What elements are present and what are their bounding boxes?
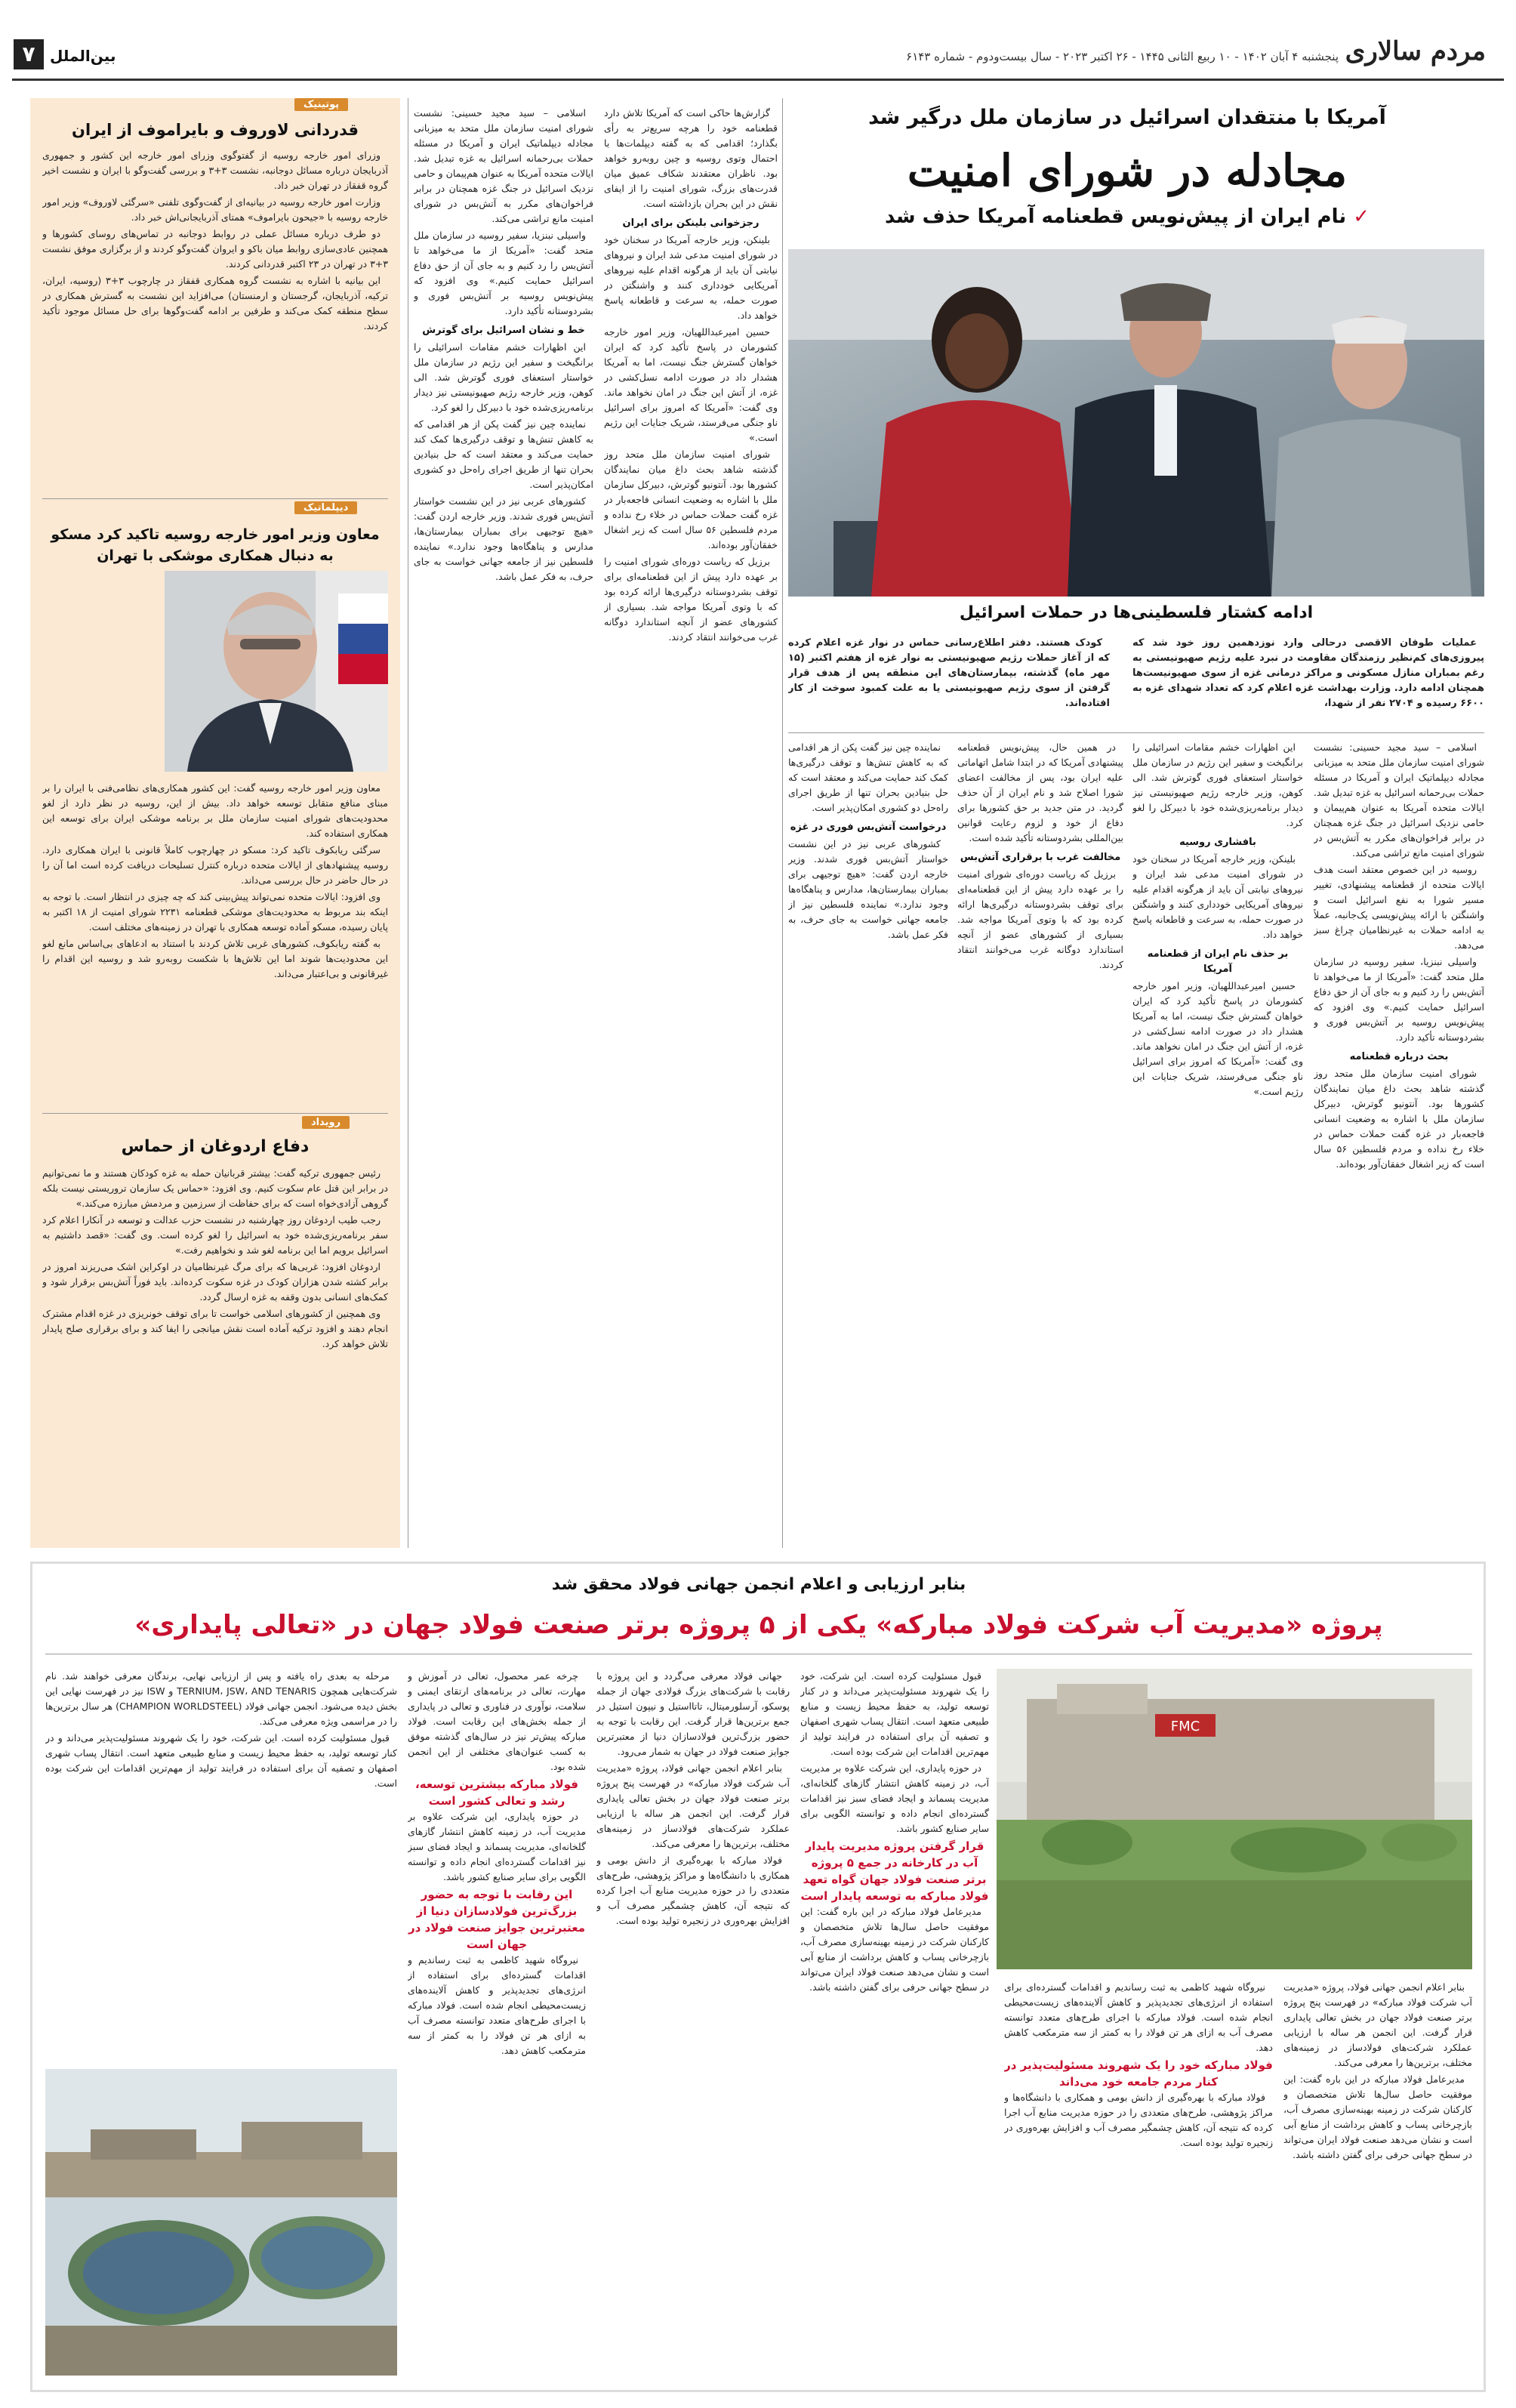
water-treatment-photo xyxy=(45,2069,397,2376)
lead-body-paragraph: برزیل که ریاست دوره‌ای شورای امنیت را بر عهده دارد پیش از این قطعنامه‌ای برای توقف بشردوستانه درگیری‌ها ارائه کرده بود که با وتوی آمریکا مواجه شد. بسیاری از کشورهای عضو از آنچه استاندارد دوگانه غرب می‌خوانند انتقاد کردند. xyxy=(604,556,778,643)
lead-body-col-3 xyxy=(957,740,1123,1548)
lead-body-paragraph: واسیلی نبنزیا، سفیر روسیه در سازمان ملل متحد گفت: «آمریکا از ما می‌خواهد تا آتش‌بس را رد کنیم و به جای آن از حق دفاع اسرائیل حمایت کنیم.» وی افزود که پیش‌نویس روسیه بر آتش‌بس فوری و بشردوستانه تأکید دارد. xyxy=(1314,956,1484,1043)
column-rule xyxy=(782,98,783,1548)
lead-body-paragraph: شورای امنیت سازمان ملل متحد روز گذشته شاهد بحث داغ میان نمایندگان کشورها بود. آنتونیو گوترش، دبیرکل سازمان ملل با اشاره به وضعیت انسانی فاجعه‌بار در غزه گفت حملات حماس در خلاء رخ نداده و مردم فلسطین ۵۶ سال است که زیر اشغال خفقان‌آور بوده‌اند. xyxy=(1314,1068,1484,1170)
ad-paragraph: بنابر اعلام انجمن جهانی فولاد، پروژه «مدیریت آب شرکت فولاد مبارکه» در فهرست پنج پروژه برتر صنعت فولاد جهان در بخش تعالی پایداری قرار گرفت. این انجمن هر ساله با ارزیابی عملکرد شرکت‌های فولادساز در زمینه‌های مختلف، برترین‌ها را معرفی می‌کند. xyxy=(596,1762,790,1849)
sidebar-story1-body xyxy=(42,148,388,503)
ad-col-2 xyxy=(1004,1980,1273,2376)
lead-body-paragraph: شورای امنیت سازمان ملل متحد روز گذشته شاهد بحث داغ میان نمایندگان کشورها بود. آنتونیو گوترش، دبیرکل سازمان ملل با اشاره به وضعیت انسانی فاجعه‌بار در غزه گفت حملات حماس در خلاء رخ نداده و مردم فلسطین ۵۶ سال است که زیر اشغال خفقان‌آور بوده‌اند. xyxy=(604,449,778,550)
newspaper-logo[interactable]: مردم سالاری xyxy=(1345,36,1486,66)
sidebar-story2-title[interactable]: معاون وزیر امور خارجه روسیه تاکید کرد مسکو به دنبال همکاری موشکی با تهران xyxy=(51,526,380,564)
lead-body-paragraph: این اظهارات خشم مقامات اسرائیلی را برانگیخت و سفیر این رژیم در سازمان ملل خواستار استعفای فوری گوترش شد. الی کوهن، وزیر خارجه رژیم صهیونیستی نیز دیدار برنامه‌ریزی‌شده خود با دبیرکل را لغو کرد. xyxy=(1132,742,1303,828)
lead-subheading: بحث درباره قطعنامه xyxy=(1349,1051,1449,1062)
lead-body-paragraph: بلینکن، وزیر خارجه آمریکا در سخنان خود در شورای امنیت مدعی شد ایران و نیروهای نیابتی آن باید از هرگونه اقدام علیه نیروهای آمریکایی خودداری کنند و واشنگتن در صورت حمله، به سرعت و قاطعانه پاسخ خواهد داد. xyxy=(1132,853,1303,940)
sidebar-story2-photo[interactable] xyxy=(165,571,388,772)
ad-paragraph: در حوزه پایداری، این شرکت علاوه بر مدیریت آب، در زمینه کاهش انتشار گازهای گلخانه‌ای، مدیریت پسماند و ایجاد فضای سبز نیز اقدامات گسترده‌ای انجام داده و توانسته الگویی برای سایر صنایع کشور باشد. xyxy=(800,1762,989,1834)
lead-subheading: درخواست آتش‌بس فوری در غزه xyxy=(790,822,947,833)
ad-paragraph: چرخه عمر محصول، تعالی در آموزش و مهارت، تعالی در برنامه‌های ارتقای ایمنی و سلامت، نوآوری در فناوری و تعالی در پایداری از جمله بخش‌های این رقابت است. فولاد مبارکه پیش‌تر نیز در سال‌های گذشته موفق به کسب عنوان‌های مختلفی از این انجمن شده بود. xyxy=(408,1670,586,1772)
lead-intro-left xyxy=(788,636,1110,726)
section-name: بین‌الملل xyxy=(50,47,116,65)
sidebar-paragraph: دو طرف درباره مسائل عملی در روابط دوجانبه در تماس‌های روسای کشورها و همچنین عادی‌سازی روابط میان باکو و ایروان گفت‌وگو کردند و از برگزاری موفق نشست ۳+۳ در تهران در ۲۳ اکتبر قدردانی کردند. xyxy=(42,228,388,270)
lead-intro-rule xyxy=(788,732,1484,733)
sidebar-paragraph: وی افزود: ایالات متحده نمی‌تواند پیش‌بینی کند که چه چیزی در انتظار است. با توجه به اینکه بند مربوط به محدودیت‌های موشکی قطعنامه ۲۲۳۱ شورای امنیت از ۱۸ اکتبر به پایان رسیده، مسکو آماده توسعه همکاری با تهران در زمینه‌های مختلف است. xyxy=(42,891,388,933)
lead-kicker: آمریکا با منتقدان اسرائیل در سازمان ملل درگیر شد xyxy=(868,106,1386,129)
sidebar-story1-title[interactable]: قدردانی لاوروف و بایراموف از ایران xyxy=(72,121,359,139)
lead-subheading: بر حذف نام ایران از قطعنامه آمریکا xyxy=(1147,948,1289,975)
checkmark-icon: ✓ xyxy=(1353,205,1370,228)
lead-subhead xyxy=(784,205,1471,228)
sidebar-story3-title[interactable]: دفاع اردوغان از حماس xyxy=(121,1137,310,1156)
lead-subhead-text: نام ایران از پیش‌نویس قطعنامه آمریکا حذف شد xyxy=(885,205,1347,228)
lead-body-paragraph: گزارش‌ها حاکی است که آمریکا تلاش دارد قطعنامه خود را هرچه سریع‌تر به رأی بگذارد؛ اقدامی که به گفته دیپلمات‌ها با احتمال وتوی روسیه و چین روبه‌رو خواهد بود. ناظران معتقدند شکاف عمیق میان قدرت‌های بزرگ، شورای امنیت را از ایفای نقش در این بحران بازداشته است. xyxy=(604,107,778,209)
lead-subheading: خط و نشان اسرائیل برای گوترش xyxy=(422,325,585,336)
masthead-rule xyxy=(12,79,1504,81)
lead-body-paragraph: کشورهای عربی نیز در این نشست خواستار آتش‌بس فوری شدند. وزیر خارجه اردن گفت: «هیچ توجیهی برای بمباران بیمارستان‌ها، مدارس و پناهگاه‌ها وجود ندارد.» نماینده فلسطین نیز از جامعه جهانی خواست به جای حرف، به فکر عمل باشد. xyxy=(788,838,948,940)
masthead xyxy=(0,0,1516,72)
ad-callout: این رقابت با توجه به حضور بزرگ‌ترین فولادسازان دنیا از معتبرترین جوایز صنعت فولاد در جهان است xyxy=(408,1888,586,1951)
lead-body-paragraph: نماینده چین نیز گفت پکن از هر اقدامی که به کاهش تنش‌ها و توقف درگیری‌ها کمک کند حمایت می‌کند و معتقد است که حل بنیادین بحران تنها از طریق اجرای راه‌حل دو کشوری امکان‌پذیر است. xyxy=(788,742,948,813)
lead-body-paragraph: برزیل که ریاست دوره‌ای شورای امنیت را بر عهده دارد پیش از این قطعنامه‌ای برای توقف بشردوستانه درگیری‌ها ارائه کرده بود که با وتوی آمریکا مواجه شد. بسیاری از کشورهای عضو از آنچه استاندارد دوگانه غرب می‌خوانند انتقاد کردند. xyxy=(957,868,1123,970)
ad-col-5 xyxy=(408,1669,586,2376)
lead-body-paragraph: در همین حال، پیش‌نویس قطعنامه پیشنهادی آمریکا که در ابتدا شامل اتهاماتی علیه ایران بود، پس از مخالفت اعضای شورا اصلاح شد و نام ایران از آن حذف گردید. در متن جدید بر حق کشورها برای دفاع از خود و لزوم رعایت قوانین بین‌المللی بشردوستانه تأکید شده است. xyxy=(957,742,1123,843)
ad-paragraph: جهانی فولاد معرفی می‌گردد و این پروژه با رقابت با شرکت‌های بزرگ فولادی جهان از جمله پوسکو، آرسلورمیتال، تاتااستیل و نیپون استیل در جمع برترین‌ها قرار گرفت. این رقابت با توجه به حضور بزرگ‌ترین فولادسازان دنیا از معتبرترین جوایز صنعت فولاد در جهان به شمار می‌رود. xyxy=(596,1670,790,1757)
ad-kicker: بنابر ارزیابی و اعلام انجمن جهانی فولاد محقق شد xyxy=(551,1575,966,1594)
lead-body-paragraph: نماینده چین نیز گفت پکن از هر اقدامی که به کاهش تنش‌ها و توقف درگیری‌ها کمک کند حمایت می‌کند و معتقد است که حل بنیادین بحران تنها از طریق اجرای راه‌حل دو کشوری امکان‌پذیر است. xyxy=(414,418,593,490)
sidebar-paragraph: رئیس جمهوری ترکیه گفت: بیشتر قربانیان حمله به غزه کودکان هستند و ما نمی‌توانیم در برابر این قتل عام سکوت کنیم. وی افزود: «حماس یک سازمان تروریستی نیست بلکه گروهی آزادی‌خواه است که برای حفاظت از سرزمین و مردمش مبارزه می‌کند.» xyxy=(42,1167,388,1209)
ad-col-1 xyxy=(1283,1980,1472,2376)
lead-subheading: مخالفت غرب با برقراری آتش‌بس xyxy=(960,852,1121,863)
ad-photo-water[interactable] xyxy=(45,2069,397,2376)
lead-subheading: رجزخوانی بلینکن برای ایران xyxy=(622,217,760,229)
lead-body-paragraph: بلینکن، وزیر خارجه آمریکا در سخنان خود در شورای امنیت مدعی شد ایران و نیروهای نیابتی آن باید از هرگونه اقدام علیه نیروهای آمریکایی خودداری کنند و واشنگتن در صورت حمله، به سرعت و قاطعانه پاسخ خواهد داد. xyxy=(604,234,778,321)
ad-callout: فولاد مبارکه بیشترین توسعه، رشد و تعالی کشور است xyxy=(415,1777,578,1808)
ad-paragraph: فولاد مبارکه با بهره‌گیری از دانش بومی و همکاری با دانشگاه‌ها و مراکز پژوهشی، طرح‌های متعددی را در حوزه مدیریت منابع آب اجرا کرده که نتیجه آن، کاهش چشمگیر مصرف آب و افزایش بهره‌وری در زنجیره تولید بوده است. xyxy=(596,1855,790,1926)
ad-paragraph: قبول مسئولیت کرده است. این شرکت، خود را یک شهروند مسئولیت‌پذیر می‌داند و در کنار توسعه تولید، به حفظ محیط زیست و منابع طبیعی متعهد است. انتقال پساب شهری اصفهان و تصفیه آن برای استفاده در فرایند تولید از مهم‌ترین اقدامات این شرکت بوده است. xyxy=(45,1732,397,1789)
sidebar-paragraph: به گفته ریابکوف، کشورهای غربی تلاش کردند با استناد به ادعاهای بی‌اساس مانع لغو این محدودیت‌ها شوند اما این تلاش‌ها با شکست روبه‌رو شد و روسیه این اقدام را غیرقانونی و بی‌اعتبار می‌داند. xyxy=(42,938,388,979)
ad-paragraph: مدیرعامل فولاد مبارکه در این باره گفت: این موفقیت حاصل سال‌ها تلاش متخصصان و کارکنان شرکت در زمینه بهینه‌سازی مصرف آب، بازچرخانی پساب و کاهش برداشت از منابع آبی است و نشان می‌دهد صنعت فولاد ایران می‌تواند در سطح جهانی حرفی برای گفتن داشته باشد. xyxy=(800,1906,989,1993)
sidebar-rule xyxy=(42,1113,388,1114)
lead-body-col-2 xyxy=(1132,740,1303,1548)
ad-paragraph: قبول مسئولیت کرده است. این شرکت، خود را یک شهروند مسئولیت‌پذیر می‌داند و در کنار توسعه تولید، به حفظ محیط زیست و منابع طبیعی متعهد است. انتقال پساب شهری اصفهان و تصفیه آن برای استفاده در فرایند تولید از مهم‌ترین اقدامات این شرکت بوده است. xyxy=(800,1670,989,1757)
ad-col-6 xyxy=(45,1669,397,2061)
sidebar-paragraph: معاون وزیر امور خارجه روسیه گفت: این کشور همکاری‌های نظامی‌فنی با ایران را بر مبنای منافع متقابل توسعه خواهد داد. بیش از این، روسیه در نظر دارد از لغو محدودیت‌های شورای امنیت سازمان ملل بر برنامه موشکی ایران برای توسعه این همکاری استفاده کند. xyxy=(42,782,388,839)
ad-callout: فولاد مبارکه خود را یک شهروند مسئولیت‌پذیر در کنار مردم جامعه خود می‌داند xyxy=(1004,2058,1273,2089)
lead-body-paragraph: روسیه در این خصوص معتقد است هدف ایالات متحده از قطعنامه پیشنهادی، تغییر مسیر شورا به نفع اسرائیل است و واشنگتن با ارائه پیش‌نویسی یک‌جانبه، عملاً به ادامه حملات به غیرنظامیان چراغ سبز می‌دهد. xyxy=(1314,864,1484,951)
ad-headline[interactable]: پروژه «مدیریت آب شرکت فولاد مبارکه» یکی از ۵ پروژه برتر صنعت فولاد جهان در «تعالی پایداری» xyxy=(134,1610,1383,1640)
lead-intro-paragraph: کودک هستند. دفتر اطلاع‌رسانی حماس در نوار غزه اعلام کرده که از آغاز حملات رژیم صهیونیستی به نوار غزه از هفتم اکتبر (۱۵ مهر ماه) گذشته، بیمارستان‌های این منطقه پس از هدف قرار گرفتن از سوی رژیم صهیونیستی یا به علت کمبود سوخت از کار افتاده‌اند. xyxy=(788,637,1110,709)
sidebar-story2-body xyxy=(42,781,388,1105)
un-security-council-photo xyxy=(788,249,1484,597)
sidebar-paragraph: وزارت امور خارجه روسیه در بیانیه‌ای از گفت‌وگوی تلفنی «سرگئی لاوروف» وزیر امور خارجه روسیه با «جیحون بایراموف» همتای آذربایجانی‌اش خبر داد. xyxy=(42,196,388,223)
ad-paragraph: در حوزه پایداری، این شرکت علاوه بر مدیریت آب، در زمینه کاهش انتشار گازهای گلخانه‌ای، مدیریت پسماند و ایجاد فضای سبز نیز اقدامات گسترده‌ای انجام داده و توانسته الگویی برای سایر صنایع کشور باشد. xyxy=(408,1811,586,1882)
lead-intro-right xyxy=(1132,636,1484,726)
sidebar-tag-1: پوتینیک xyxy=(294,98,348,111)
ad-callout: قرار گرفتن پروژه مدیریت پایدار آب در کارخانه در جمع ۵ پروژه برتر صنعت فولاد جهان گواه تعهد فولاد مبارکه به توسعه پایدار است xyxy=(800,1839,989,1903)
lead-body-paragraph: این اظهارات خشم مقامات اسرائیلی را برانگیخت و سفیر این رژیم در سازمان ملل خواستار استعفای فوری گوترش شد. الی کوهن، وزیر خارجه رژیم صهیونیستی نیز دیدار برنامه‌ریزی‌شده خود با دبیرکل را لغو کرد. xyxy=(414,341,593,413)
sidebar-paragraph: وی همچنین از کشورهای اسلامی خواست تا برای توقف خونریزی در غزه اقدام مشترک انجام دهند و افزود ترکیه آماده است نقش میانجی را ایفا کند و برای برقراری صلح پایدار تلاش خواهد کرد. xyxy=(42,1308,388,1349)
dateline: پنجشنبه ۴ آبان ۱۴۰۲ - ۱۰ ربیع الثانی ۱۴۴۵ - ۲۶ اکتبر ۲۰۲۳ - سال بیست‌ودوم - شماره ۶۱۴۳ xyxy=(906,50,1339,63)
lead-body-col-6 xyxy=(414,106,593,1548)
ad-paragraph: نیروگاه شهید کاظمی به ثبت رساندیم و اقدامات گسترده‌ای برای استفاده از انرژی‌های تجدیدپذیر و کاهش آلاینده‌های زیست‌محیطی انجام شده است. فولاد مبارکه با اجرای طرح‌های متعدد توانسته مصرف آب به ازای هر تن فولاد را به کمتر از سه مترمکعب کاهش دهد. xyxy=(1004,1981,1273,2053)
lead-body-col-1 xyxy=(1314,740,1484,1548)
ad-paragraph: نیروگاه شهید کاظمی به ثبت رساندیم و اقدامات گسترده‌ای برای استفاده از انرژی‌های تجدیدپذیر و کاهش آلاینده‌های زیست‌محیطی انجام شده است. فولاد مبارکه با اجرای طرح‌های متعدد توانسته مصرف آب به ازای هر تن فولاد را به کمتر از سه مترمکعب کاهش دهد. xyxy=(408,1954,586,2056)
lead-body-paragraph: واسیلی نبنزیا، سفیر روسیه در سازمان ملل متحد گفت: «آمریکا از ما می‌خواهد تا آتش‌بس را رد کنیم و به جای آن از حق دفاع اسرائیل حمایت کنیم.» وی افزود که پیش‌نویس روسیه بر آتش‌بس فوری و بشردوستانه تأکید دارد. xyxy=(414,230,593,316)
ad-col-3 xyxy=(800,1669,989,2376)
sidebar-tag-3: رویداد xyxy=(302,1116,350,1129)
lead-headline[interactable]: مجادله در شورای امنیت xyxy=(907,145,1348,196)
ad-paragraph: مدیرعامل فولاد مبارکه در این باره گفت: این موفقیت حاصل سال‌ها تلاش متخصصان و کارکنان شرکت در زمینه بهینه‌سازی مصرف آب، بازچرخانی پساب و کاهش برداشت از منابع آبی است و نشان می‌دهد صنعت فولاد ایران می‌تواند در سطح جهانی حرفی برای گفتن داشته باشد. xyxy=(1283,2073,1472,2160)
lead-photo[interactable] xyxy=(788,249,1484,597)
ad-paragraph: فولاد مبارکه با بهره‌گیری از دانش بومی و همکاری با دانشگاه‌ها و مراکز پژوهشی، طرح‌های متعددی را در حوزه مدیریت منابع آب اجرا کرده که نتیجه آن، کاهش چشمگیر مصرف آب و افزایش بهره‌وری در زنجیره تولید بوده است. xyxy=(1004,2092,1273,2148)
lead-intro-paragraph: عملیات طوفان الاقصی درحالی وارد نوزدهمین روز خود شد که پیروزی‌های کم‌نظیر رزمندگان مقاومت در نبرد علیه رژیم صهیونیستی به رغم بمباران منازل مسکونی و مراکز درمانی غزه از سوی صهیونیست‌ها همچنان ادامه دارد. وزارت بهداشت غزه اعلام کرد که تعداد شهدای غزه به ۶۶۰۰ رسیده و ۲۷۰۴ نفر از شهدا، xyxy=(1132,637,1484,709)
steel-plant-photo xyxy=(997,1669,1472,1969)
sidebar-paragraph: وزرای امور خارجه روسیه از گفتوگوی وزرای امور خارجه این کشور و جمهوری آذربایجان درباره مسائل دوجانبه، نشست ۳+۳ و بررسی گفت‌وگو با ایران و نشست اخیر گروه قفقاز در تهران خبر داد. xyxy=(42,150,388,191)
sidebar-paragraph: رجب طیب اردوغان روز چهارشنبه در نشست حزب عدالت و توسعه در آنکارا اعلام کرد سفر برنامه‌ریزی‌شده خود به اسرائیل را لغو کرده است. وی گفت: «قصد داشتیم به اسرائیل برویم اما این برنامه لغو شد و نخواهیم رفت.» xyxy=(42,1214,388,1256)
svg-text:FMC: FMC xyxy=(1170,1719,1200,1734)
ad-paragraph: مرحله به بعدی راه یافته و پس از ارزیابی نهایی، برندگان معرفی خواهند شد. نام شرکت‌هایی همچون TERNIUM، JSW، AND TENARIS و ISW نیز در فهرست نهایی این بخش دیده می‌شود. انجمن جهانی فولاد (CHAMPION WORLDSTEEL) هر سال برترین‌ها را در مراسمی ویژه معرفی می‌کند. xyxy=(45,1670,397,1727)
lead-body-paragraph: کشورهای عربی نیز در این نشست خواستار آتش‌بس فوری شدند. وزیر خارجه اردن گفت: «هیچ توجیهی برای بمباران بیمارستان‌ها، مدارس و پناهگاه‌ها وجود ندارد.» نماینده فلسطین نیز از جامعه جهانی خواست به جای حرف، به فکر عمل باشد. xyxy=(414,495,593,582)
sidebar-paragraph: سرگئی ریابکوف تاکید کرد: مسکو در چهارچوب کاملاً قانونی با ایران همکاری دارد. روسیه پیشنهادهای از ایالات متحده درباره کنترل تسلیحات دریافت کرده است اما آن را در حال حاضر در حال بررسی می‌داند. xyxy=(42,844,388,886)
sidebar-paragraph: اردوغان افزود: غربی‌ها که برای مرگ غیرنظامیان در اوکراین اشک می‌ریزند امروز در برابر کشته شدن هزاران کودک در غزه سکوت کرده‌اند. باید فوراً آتش‌بس برقرار شود و کمک‌های انسانی بدون وقفه به غزه ارسال گردد. xyxy=(42,1261,388,1303)
sidebar-rule xyxy=(42,498,388,499)
sidebar-story3-body xyxy=(42,1166,388,1536)
ad-paragraph: بنابر اعلام انجمن جهانی فولاد، پروژه «مدیریت آب شرکت فولاد مبارکه» در فهرست پنج پروژه برتر صنعت فولاد جهان در بخش تعالی پایداری قرار گرفت. این انجمن هر ساله با ارزیابی عملکرد شرکت‌های فولادساز در زمینه‌های مختلف، برترین‌ها را معرفی می‌کند. xyxy=(1283,1981,1472,2068)
lead-subheading: بافشاری روسیه xyxy=(1179,837,1256,848)
lead-body-paragraph: حسین امیرعبداللهیان، وزیر امور خارجه کشورمان در پاسخ تأکید کرد که ایران خواهان گسترش جنگ نیست، اما به آمریکا هشدار داد در صورت ادامه نسل‌کشی در غزه، از آتش این جنگ در امان نخواهد ماند. وی گفت: «آمریکا که امروز برای اسرائیل ناو جنگی می‌فرستد، شریک جنایات این رژیم است.» xyxy=(604,326,778,443)
lead-body-col-4 xyxy=(788,740,948,1548)
lead-body-paragraph: اسلامی – سید مجید حسینی: نشست شورای امنیت سازمان ملل متحد به میزبانی مجادله دیپلماتیک ایران و آمریکا در مسئله حملات بی‌رحمانه اسرائیل به غزه تبدیل شد. ایالات متحده آمریکا به عنوان هم‌پیمان و حامی نزدیک اسرائیل در جنگ غزه همچنان در برابر فراخوان‌های مکرر به آتش‌بس در شورای امنیت مانع تراشی می‌کند. xyxy=(414,107,593,224)
sidebar-tag-2: دیپلماتیک xyxy=(294,501,357,514)
lead-body-col-5 xyxy=(604,106,778,1548)
lead-photo-caption: ادامه کشتار فلسطینی‌ها در حملات اسرائیل xyxy=(788,598,1484,628)
lead-body-paragraph: اسلامی – سید مجید حسینی: نشست شورای امنیت سازمان ملل متحد به میزبانی مجادله دیپلماتیک ایران و آمریکا در مسئله حملات بی‌رحمانه اسرائیل به غزه تبدیل شد. ایالات متحده آمریکا به عنوان هم‌پیمان و حامی نزدیک اسرائیل در جنگ غزه همچنان در برابر فراخوان‌های مکرر به آتش‌بس در شورای امنیت مانع تراشی می‌کند. xyxy=(1314,742,1484,859)
ad-photo-plant[interactable] xyxy=(997,1669,1472,1969)
ryabkov-photo xyxy=(165,571,388,772)
sidebar-paragraph: این بیانیه با اشاره به نشست گروه همکاری قفقاز در چارچوب ۳+۳ (روسیه، ایران، ترکیه، آذربایجان، گرجستان و ارمنستان) می‌افزاید این نشست به گسترش همکاری در سطح منطقه کمک می‌کند و طرفین بر ادامه گفت‌وگوها برای حل مسائل موجود تأکید کردند. xyxy=(42,275,388,331)
ad-col-4 xyxy=(596,1669,790,2376)
lead-body-paragraph: حسین امیرعبداللهیان، وزیر امور خارجه کشورمان در پاسخ تأکید کرد که ایران خواهان گسترش جنگ نیست، اما به آمریکا هشدار داد در صورت ادامه نسل‌کشی در غزه، از آتش این جنگ در امان نخواهد ماند. وی گفت: «آمریکا که امروز برای اسرائیل ناو جنگی می‌فرستد، شریک جنایات این رژیم است.» xyxy=(1132,980,1303,1097)
page-number: ۷ xyxy=(14,39,44,69)
